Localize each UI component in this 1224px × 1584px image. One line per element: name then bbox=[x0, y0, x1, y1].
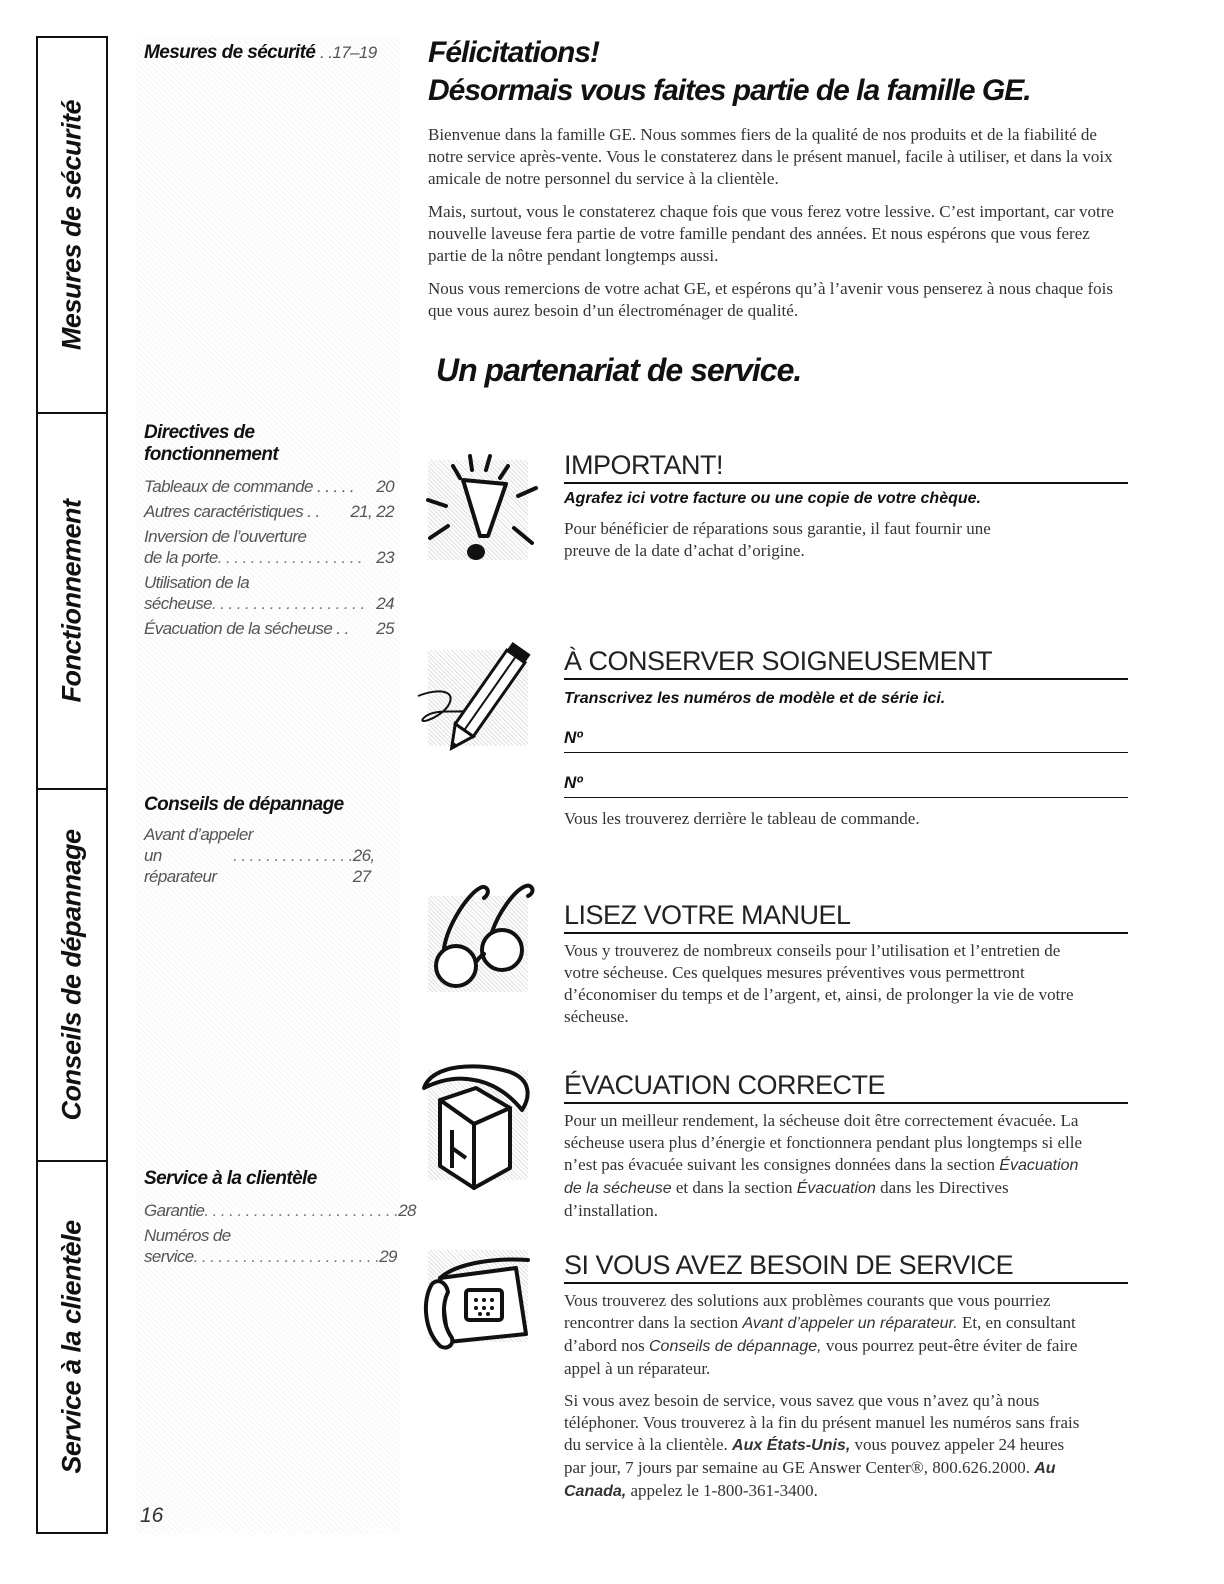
glasses-icon bbox=[428, 896, 528, 992]
toc-page: 25 bbox=[376, 619, 394, 638]
exhaust-hood-icon bbox=[428, 1070, 528, 1180]
important-block bbox=[428, 450, 1128, 562]
toc-page: 29 bbox=[379, 1247, 397, 1266]
service-title: SI VOUS AVEZ BESOIN DE SERVICE bbox=[564, 1250, 1128, 1284]
toc-entry-text: Évacuation de la sécheuse bbox=[144, 619, 333, 638]
toc-entry[interactable] bbox=[144, 572, 394, 614]
toc-dots: . . . . . . . . . . . . . . . . . . . . . . . . bbox=[204, 1201, 399, 1220]
toc-entry[interactable] bbox=[144, 618, 394, 639]
keep-title: À CONSERVER SOIGNEUSEMENT bbox=[564, 646, 1128, 680]
toc-entry-text: Tableaux de commande bbox=[144, 477, 313, 496]
toc-dots: . . . . . . . . . . . . . . . bbox=[233, 846, 353, 865]
service-text-part: vous pourrez peut-être éviter de faire appel à un réparateur. bbox=[564, 1336, 1078, 1378]
service-text-part: appelez le 1-800-361-3400. bbox=[626, 1481, 818, 1500]
read-manual-title: LISEZ VOTRE MANUEL bbox=[564, 900, 1128, 934]
keep-block bbox=[428, 646, 1128, 830]
toc-dots: . . bbox=[303, 502, 320, 521]
intro-paragraph: Mais, surtout, vous le constaterez chaque fois que vous ferez votre lessive. C’est important, car votre nouvelle laveuse fera partie de votre famille pendant des années. Et nous espérons que vous ferez partie de la nôtre pendant longtemps aussi. bbox=[428, 202, 1114, 265]
telephone-icon bbox=[428, 1250, 528, 1342]
tab-label: Fonctionnement bbox=[56, 499, 87, 703]
toc-entry[interactable] bbox=[144, 476, 394, 497]
toc-troubleshooting bbox=[144, 794, 394, 887]
toc-entry-text: Inversion de l’ouverture bbox=[144, 527, 307, 546]
page-subtitle: Désormais vous faites partie de la famille GE. bbox=[428, 74, 1031, 107]
service-text-part: Vous trouverez des solutions aux problèmes courants que vous pourriez rencontrer dans la section bbox=[564, 1291, 1051, 1332]
toc-safety bbox=[144, 42, 394, 64]
toc-operating bbox=[144, 422, 394, 639]
service-paragraph bbox=[564, 1390, 1088, 1503]
side-tabs bbox=[36, 36, 108, 1534]
toc-entry-text: Utilisation de la bbox=[144, 573, 250, 592]
exhaust-text-part: et dans la section bbox=[671, 1178, 797, 1197]
table-of-contents bbox=[136, 36, 416, 1534]
toc-customer-service bbox=[144, 1168, 416, 1267]
service-ref: Conseils de dépannage, bbox=[648, 1338, 822, 1355]
main-content bbox=[428, 34, 1128, 389]
keep-subtitle: Transcrivez les numéros de modèle et de série ici. bbox=[564, 690, 946, 707]
tab-safety[interactable] bbox=[38, 38, 106, 414]
toc-heading: Service à la clientèle bbox=[144, 1168, 317, 1189]
toc-page: 28 bbox=[398, 1201, 416, 1220]
service-text-part: Et, en consultant d’abord nos bbox=[564, 1313, 1076, 1355]
toc-heading-line: fonctionnement bbox=[144, 444, 279, 465]
toc-page: 23 bbox=[376, 548, 394, 567]
toc-entry[interactable] bbox=[144, 526, 394, 568]
toc-entry-text: Garantie bbox=[144, 1201, 205, 1220]
service-text bbox=[564, 1290, 1128, 1503]
toc-entry[interactable] bbox=[144, 501, 394, 522]
read-manual-block bbox=[428, 900, 1128, 1028]
toc-entry-text: Avant d’appeler bbox=[144, 825, 253, 844]
toc-page: . .17–19 bbox=[320, 43, 377, 62]
intro-paragraph: Bienvenue dans la famille GE. Nous sommes fiers de la qualité de nos produits et de la fiabilité de notre service après-vente. Vous le constaterez dans le présent manuel, facile à utiliser, et dans la voix amicale de notre personnel du service à la clientèle. bbox=[428, 125, 1113, 188]
toc-dots: . . . . . . . . . . . . . . . . . . . . . . . bbox=[193, 1247, 380, 1266]
toc-dots: . . . . . bbox=[312, 477, 355, 496]
intro-paragraph: Nous vous remercions de votre achat GE, et espérons qu’à l’avenir vous penserez à nous chaque fois que vous aurez besoin d’un électroménager de qualité. bbox=[428, 279, 1113, 320]
important-subtitle: Agrafez ici votre facture ou une copie de votre chèque. bbox=[564, 490, 981, 507]
toc-heading-line: Directives de bbox=[144, 422, 255, 443]
exclamation-icon bbox=[428, 460, 528, 560]
service-text-part: vous pouvez appeler 24 heures par jour, 7 jours par semaine au GE Answer Center®, 800.626.2000. bbox=[564, 1435, 1065, 1477]
toc-entry[interactable] bbox=[144, 824, 394, 887]
tab-customer-service[interactable] bbox=[38, 1162, 106, 1532]
tab-troubleshooting[interactable] bbox=[38, 790, 106, 1162]
toc-page: 21, 22 bbox=[350, 502, 394, 521]
tab-operating[interactable] bbox=[38, 414, 106, 790]
service-text-part: Si vous avez besoin de service, vous savez que vous n’avez qu’à nous téléphoner. Vous trouverez à la fin du présent manuel les numéros sans frais du service à la clientèle. bbox=[564, 1391, 1080, 1454]
toc-heading-text: Mesures de sécurité bbox=[144, 42, 316, 63]
page-title: Félicitations! bbox=[428, 36, 600, 69]
toc-entry[interactable] bbox=[144, 1225, 397, 1267]
exhaust-ref: Évacuation bbox=[796, 1180, 876, 1197]
toc-entry[interactable] bbox=[144, 1200, 416, 1221]
toc-heading[interactable] bbox=[144, 42, 394, 64]
toc-page: 20 bbox=[376, 477, 394, 496]
toc-entry-text: sécheuse bbox=[144, 594, 212, 613]
toc-page: 24 bbox=[376, 594, 394, 613]
toc-entry-text: de la porte bbox=[144, 548, 218, 567]
tab-label: Service à la clientèle bbox=[56, 1220, 87, 1474]
exhaust-text-part: Pour un meilleur rendement, la sécheuse doit être correctement évacuée. La sécheuse usera plus d’énergie et fonctionnera pendant plus longtemps si elle n’est pas évacuée suivant les consignes données dans la section bbox=[564, 1111, 1083, 1174]
service-ref: Avant d’appeler un réparateur. bbox=[742, 1315, 958, 1332]
toc-heading bbox=[144, 422, 394, 466]
important-text: Pour bénéficier de réparations sous garantie, il faut fournir une preuve de la date d’achat d’origine. bbox=[564, 519, 991, 560]
partnership-heading: Un partenariat de service. bbox=[436, 352, 802, 388]
service-region: Aux États-Unis, bbox=[732, 1437, 851, 1454]
exhaust-block bbox=[428, 1070, 1128, 1222]
important-title: IMPORTANT! bbox=[564, 450, 1128, 484]
page-number: 16 bbox=[140, 1504, 164, 1527]
exhaust-title: ÉVACUATION CORRECTE bbox=[564, 1070, 1128, 1104]
tab-label: Mesures de sécurité bbox=[56, 99, 87, 351]
pencil-icon bbox=[428, 650, 528, 746]
service-region: Au Canada, bbox=[564, 1460, 1056, 1500]
toc-dots: . . . . . . . . . . . . . . . . . . bbox=[217, 548, 363, 567]
toc-entry-text: un réparateur bbox=[144, 846, 217, 886]
toc-heading: Conseils de dépannage bbox=[144, 794, 344, 815]
exhaust-ref: Évacuation de la sécheuse bbox=[564, 1157, 1079, 1197]
toc-dots: . . . . . . . . . . . . . . . . . . . bbox=[211, 594, 365, 613]
keep-text: Vous les trouverez derrière le tableau de commande. bbox=[564, 809, 920, 828]
exhaust-text bbox=[564, 1110, 1128, 1222]
toc-dots: . . bbox=[332, 619, 349, 638]
toc-entry-text: Autres caractéristiques bbox=[144, 502, 304, 521]
toc-page: 26, 27 bbox=[352, 846, 375, 886]
tab-label: Conseils de dépannage bbox=[56, 829, 87, 1121]
serial-number-field[interactable]: Nº bbox=[564, 773, 1128, 798]
toc-entry-text: service bbox=[144, 1247, 194, 1266]
exhaust-text-part: dans les Directives d’installation. bbox=[564, 1178, 1009, 1220]
read-manual-text: Vous y trouverez de nombreux conseils pour l’utilisation et l’entretien de votre sécheuse. Ces quelques mesures préventives vous permettront d’économiser du temps et de l’argent, et, ainsi, de prolonger la vie de votre sécheuse. bbox=[564, 941, 1074, 1026]
toc-entry-text: Numéros de bbox=[144, 1226, 231, 1245]
service-paragraph bbox=[564, 1290, 1088, 1380]
service-block bbox=[428, 1250, 1128, 1513]
model-number-field[interactable]: Nº bbox=[564, 728, 1128, 753]
intro bbox=[428, 124, 1128, 322]
